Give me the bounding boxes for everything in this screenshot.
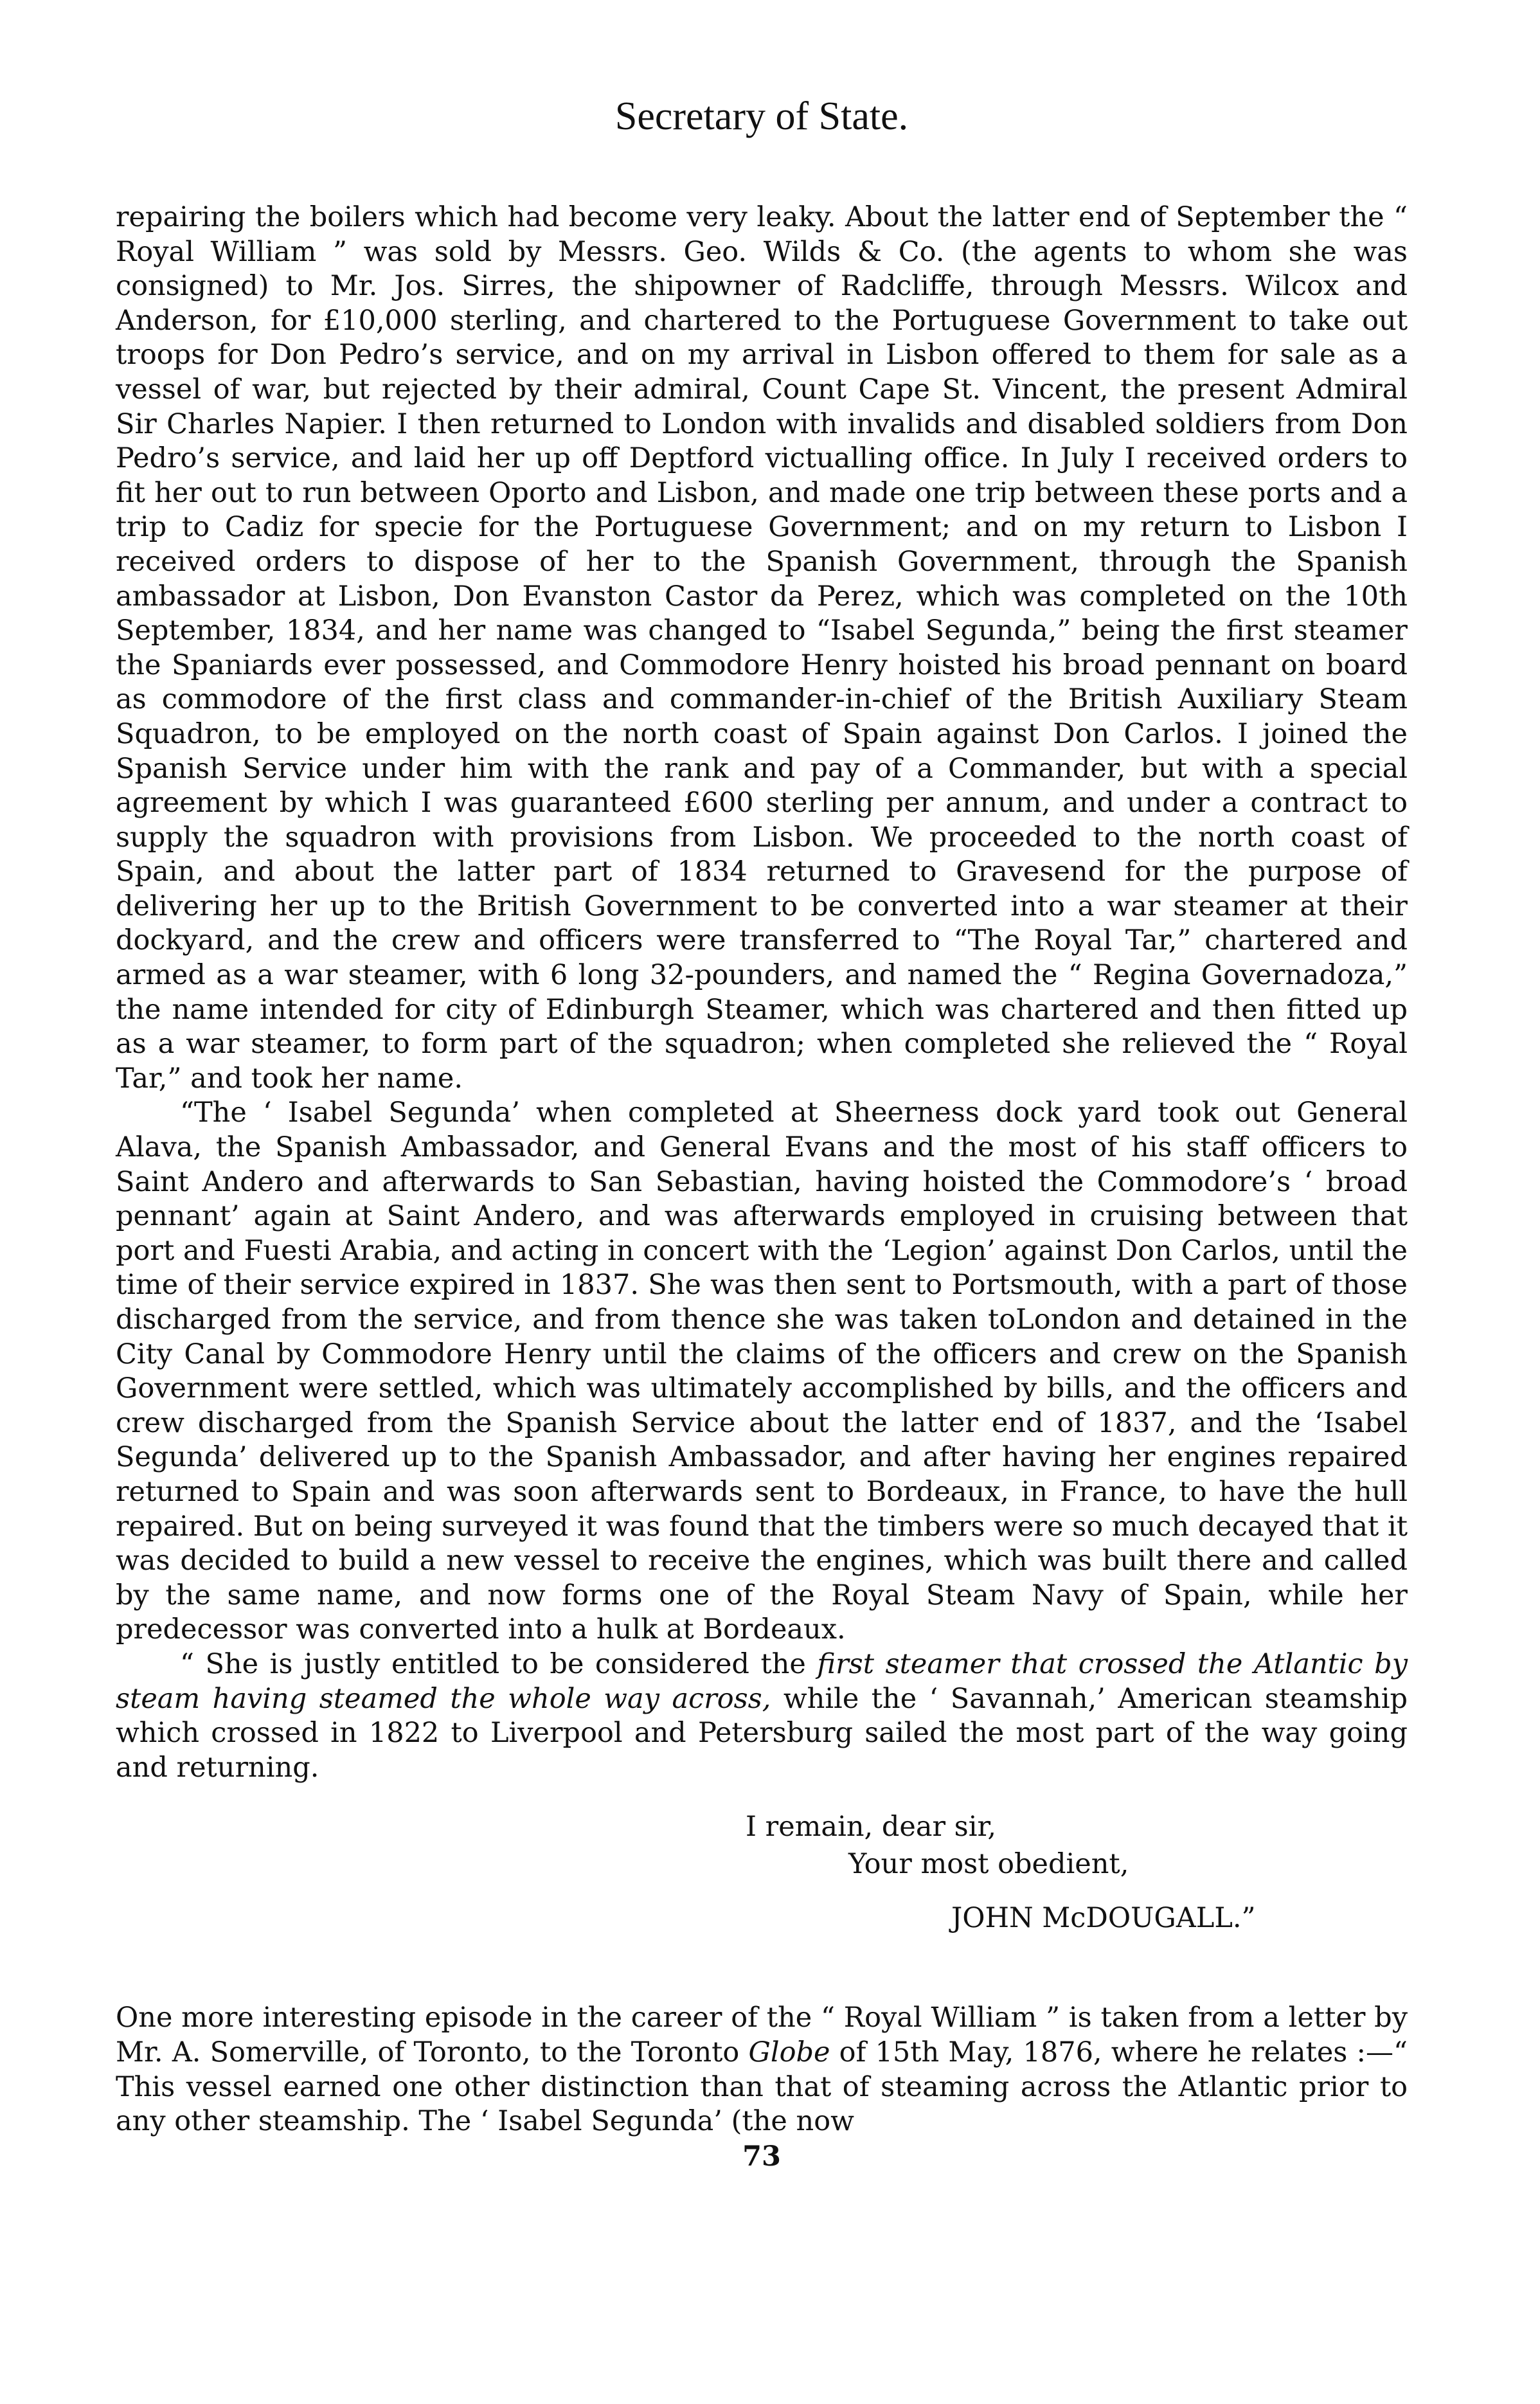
paragraph-3 bbox=[116, 1647, 1408, 1785]
paragraph-4-italic: Globe bbox=[748, 2036, 830, 2068]
paragraph-4 bbox=[116, 2001, 1408, 2139]
paragraph-4-end: of 15th May, 1876, where he relates :—“ This vessel earned one other distinction than that of steaming across the Atlantic prior to any other steamship. The ‘ Isabel Segunda’ (the now bbox=[116, 2036, 1408, 2138]
paragraph-3-end: while the ‘ Savannah,’ American steamship which crossed in 1822 to Liverpool and Petersburg sailed the most part of the way going and returning. bbox=[116, 1682, 1408, 1784]
running-head: Secretary of State. bbox=[614, 94, 909, 138]
closing-line-2: Your most obedient, bbox=[848, 1848, 1129, 1881]
paragraph-2: “The ‘ Isabel Segunda’ when completed at Sheerness dock yard took out General Alava, the Spanish Ambassador, and General Evans and the most of his staff officers to Saint Andero and afterwards to San Sebastian, having hoisted the Commodore’s ‘ broad pennant’ again at Saint Andero, and was afterwards employed in cruising between that port and Fuesti Arabia, and acting in concert with the ‘Legion’ against Don Carlos, until the time of their service expired in 1837. She was then sent to Portsmouth, with a part of those discharged from the service, and from thence she was taken toLondon and detained in the City Canal by Commodore Henry until the claims of the officers and crew on the Spanish Government were settled, which was ultimately accomplished by bills, and the officers and crew discharged from the Spanish Service about the latter end of 1837, and the ‘Isabel Segunda’ delivered up to the Spanish Ambassador, and after having her engines repaired returned to Spain and was soon afterwards sent to Bordeaux, in France, to have the hull repaired. But on being surveyed it was found that the timbers were so much decayed that it was decided to build a new vessel to receive the engines, which was built there and called by the same name, and now forms one of the Royal Steam Navy of Spain, while her predecessor was converted into a hulk at Bordeaux. bbox=[116, 1097, 1408, 1646]
document-page bbox=[116, 96, 1408, 2171]
page-number: 73 bbox=[742, 2140, 781, 2173]
paragraph-3-italic: first steamer that crossed the Atlantic by steam having steamed the whole way across, bbox=[116, 1647, 1408, 1715]
paragraph-1: repairing the boilers which had become very leaky. About the latter end of September the “ Royal William ” was sold by Messrs. Geo. Wilds & Co. (the agents to whom she was consigned) to Mr. Jos. Sirres, the shipowner of Radcliffe, through Messrs. Wilcox and Anderson, for £10,000 sterling, and chartered to the Portuguese Government to take out troops for Don Pedro’s service, and on my arrival in Lisbon offered to them for sale as a vessel of war, but rejected by their admiral, Count Cape St. Vincent, the present Admiral Sir Charles Napier. I then returned to London with invalids and disabled soldiers from Don Pedro’s service, and laid her up off Deptford victualling office. In July I received orders to fit her out to run between Oporto and Lisbon, and made one trip between these ports and a trip to Cadiz for specie for the Portuguese Government; and on my return to Lisbon I received orders to dispose of her to the Spanish Government, through the Spanish ambassador at Lisbon, Don Evanston Castor da Perez, which was completed on the 10th September, 1834, and her name was changed to “Isabel Segunda,” being the first steamer the Spaniards ever possessed, and Commodore Henry hoisted his broad pennant on board as commodore of the first class and commander-in-chief of the British Auxiliary Steam Squadron, to be employed on the north coast of Spain against Don Carlos. I joined the Spanish Service under him with the rank and pay of a Commander, but with a special agreement by which I was guaranteed £600 sterling per annum, and under a contract to supply the squadron with provisions from Lisbon. We proceeded to the north coast of Spain, and about the latter part of 1834 returned to Gravesend for the purpose of delivering her up to the British Government to be converted into a war steamer at their dockyard, and the crew and officers were transferred to “The Royal Tar,” chartered and armed as a war steamer, with 6 long 32-pounders, and named the “ Regina Governadoza,” the name intended for city of Edinburgh Steamer, which was chartered and then fitted up as a war steamer, to form part of the squadron; when completed she relieved the “ Royal Tar,” and took her name. bbox=[116, 201, 1408, 1095]
letter-closing bbox=[116, 1808, 1408, 1937]
paragraph-3-start: “ She is justly entitled to be considered the bbox=[180, 1647, 818, 1680]
signature: JOHN McDOUGALL.” bbox=[951, 1902, 1256, 1935]
closing-line-1: I remain, dear sir, bbox=[746, 1811, 997, 1843]
paragraph-4-start: One more interesting episode in the career of the “ Royal William ” is taken from a letter by Mr. A. Somerville, of Toronto, to the Toronto bbox=[116, 2002, 1408, 2068]
